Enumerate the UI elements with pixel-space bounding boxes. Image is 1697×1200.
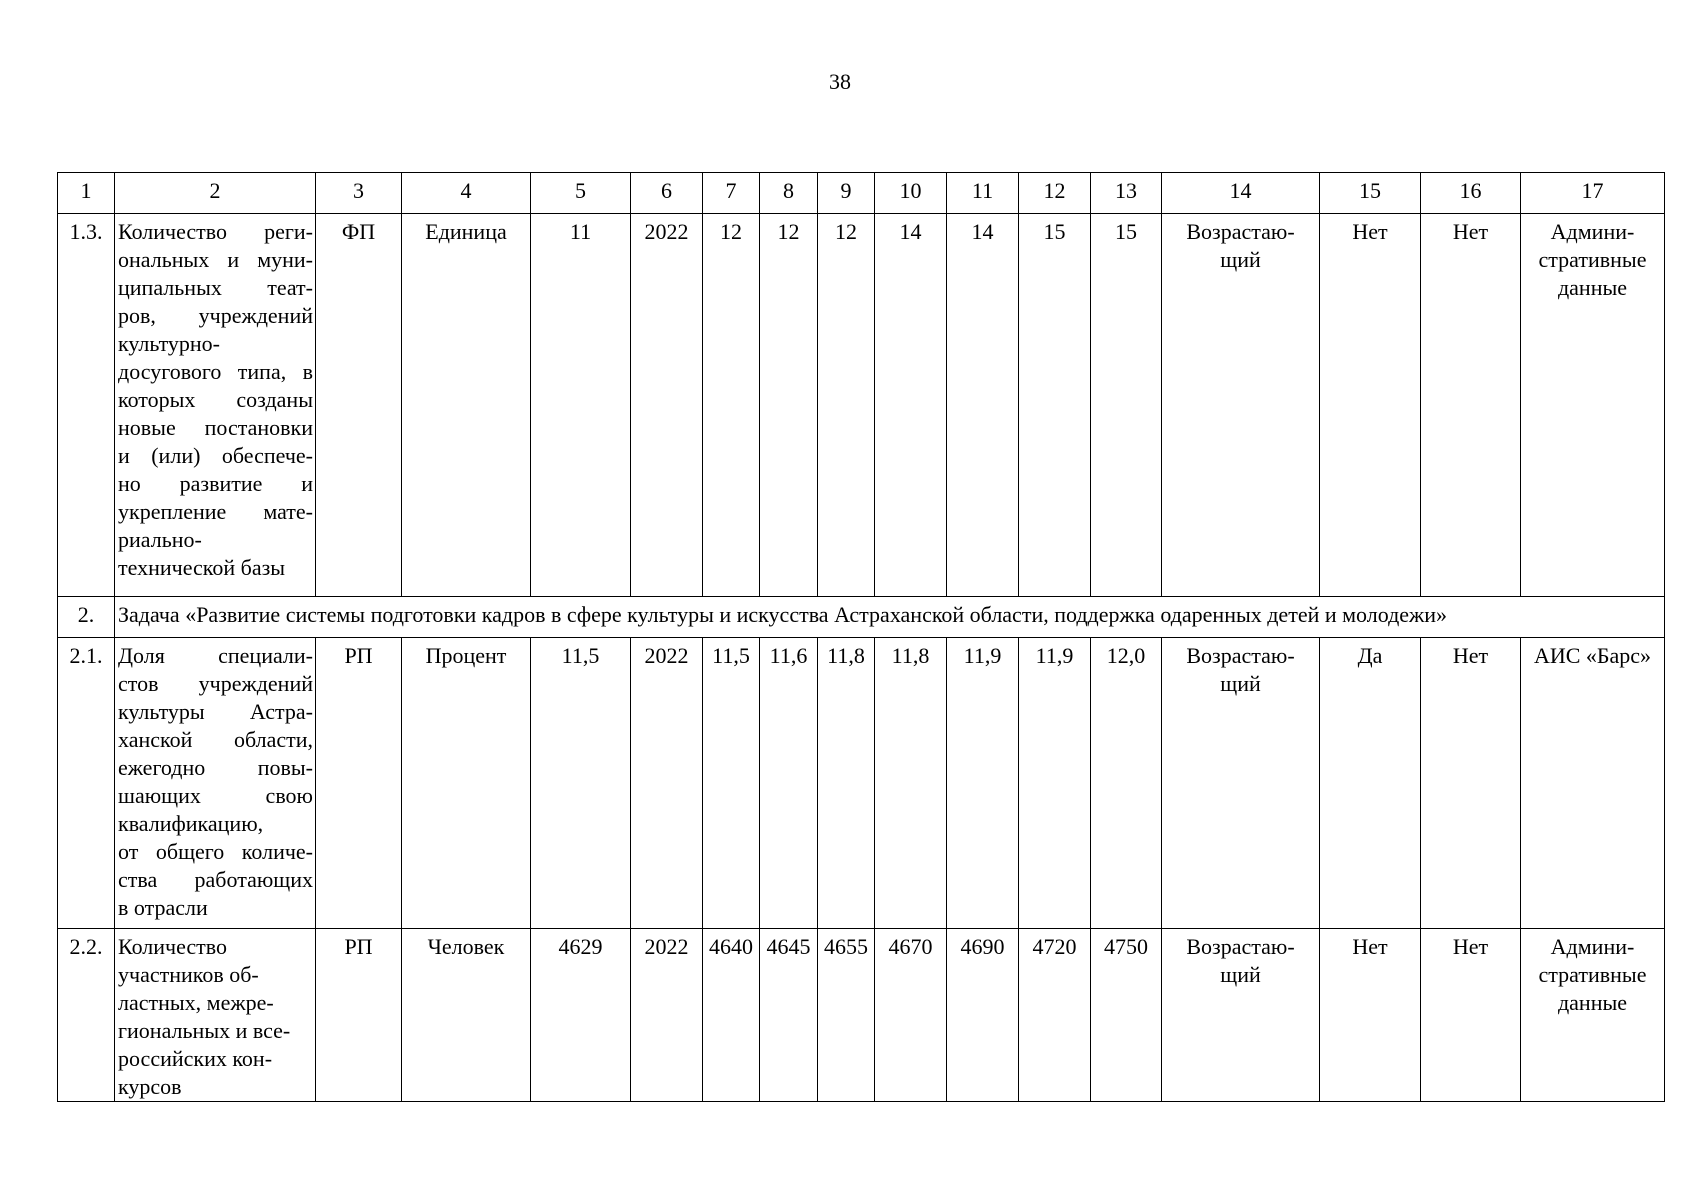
header-cell: 17 [1521, 173, 1665, 214]
trend-line: Возрастаю- [1186, 934, 1295, 959]
source-line: Админи- [1550, 934, 1635, 959]
value-cell: 4645 [760, 929, 818, 1102]
task-text: Задача «Развитие системы подготовки кадров в сфере культуры и искусства Астраханской области, поддержка одаренных детей и молодежи» [115, 597, 1665, 638]
name-line: гиональных и все- [118, 1018, 291, 1043]
value-cell: 11,6 [760, 638, 818, 929]
level-cell: ФП [316, 214, 402, 597]
value-cell: 15 [1091, 214, 1162, 597]
indicator-name [115, 214, 316, 597]
name-line: досугового типа, в [118, 359, 313, 384]
name-line: ональных и муни- [118, 247, 313, 272]
value-cell: 11,5 [703, 638, 760, 929]
name-line: стов учреждений [118, 671, 313, 696]
name-line: новые постановки [118, 415, 313, 440]
value-cell: 4640 [703, 929, 760, 1102]
value-cell: 12 [703, 214, 760, 597]
name-line: от общего количе- [118, 839, 313, 864]
name-line: технической базы [118, 555, 286, 580]
col16-cell: Нет [1421, 214, 1521, 597]
name-line: и (или) обеспече- [118, 443, 313, 468]
name-line: Доля специали- [118, 643, 313, 668]
unit-cell: Единица [402, 214, 531, 597]
value-cell: 4670 [875, 929, 947, 1102]
header-cell: 4 [402, 173, 531, 214]
row-number: 1.3. [58, 214, 115, 597]
name-line: Количество [118, 934, 228, 959]
name-line: культуры Астра- [118, 699, 313, 724]
name-line: Количество реги- [118, 219, 313, 244]
name-line: ципальных теат- [118, 275, 313, 300]
name-line: участников об- [118, 962, 259, 987]
table-row [58, 638, 1665, 929]
col15-cell: Нет [1320, 929, 1421, 1102]
value-cell: 4655 [818, 929, 875, 1102]
source-line: стративные [1538, 962, 1647, 987]
header-cell: 3 [316, 173, 402, 214]
task-row [58, 597, 1665, 638]
source-line: данные [1557, 275, 1628, 300]
header-cell: 7 [703, 173, 760, 214]
name-line: ров, учреждений [118, 303, 313, 328]
indicator-name [115, 638, 316, 929]
source-line: Админи- [1550, 219, 1635, 244]
name-line: курсов [118, 1074, 182, 1099]
base-value-cell: 11 [531, 214, 631, 597]
header-cell: 6 [631, 173, 703, 214]
value-cell: 15 [1019, 214, 1091, 597]
header-cell: 15 [1320, 173, 1421, 214]
trend-line: щий [1220, 962, 1261, 987]
header-cell: 13 [1091, 173, 1162, 214]
trend-cell [1162, 638, 1320, 929]
name-line: ежегодно повы- [118, 755, 313, 780]
header-cell: 11 [947, 173, 1019, 214]
trend-cell [1162, 929, 1320, 1102]
source-cell [1521, 214, 1665, 597]
trend-cell [1162, 214, 1320, 597]
header-row [58, 173, 1665, 214]
level-cell: РП [316, 638, 402, 929]
col16-cell: Нет [1421, 929, 1521, 1102]
value-cell: 4750 [1091, 929, 1162, 1102]
source-line: стративные [1538, 247, 1647, 272]
source-line: данные [1557, 990, 1628, 1015]
col15-cell: Да [1320, 638, 1421, 929]
header-cell: 12 [1019, 173, 1091, 214]
table-row [58, 929, 1665, 1102]
name-line: квалификацию, [118, 811, 264, 836]
value-cell: 14 [875, 214, 947, 597]
indicators-table [57, 172, 1665, 1102]
name-line: ханской области, [118, 727, 313, 752]
task-number: 2. [58, 597, 115, 638]
name-line: ластных, межре- [118, 990, 274, 1015]
indicator-name [115, 929, 316, 1102]
name-line: ства работающих [118, 867, 313, 892]
source-line: АИС «Барс» [1533, 643, 1652, 668]
header-cell: 2 [115, 173, 316, 214]
page-number: 38 [829, 69, 851, 94]
base-year-cell: 2022 [631, 638, 703, 929]
base-value-cell: 11,5 [531, 638, 631, 929]
value-cell: 11,8 [875, 638, 947, 929]
name-line: укрепление мате- [118, 499, 313, 524]
trend-line: щий [1220, 671, 1261, 696]
value-cell: 12 [760, 214, 818, 597]
header-cell: 1 [58, 173, 115, 214]
name-line: в отрасли [118, 895, 208, 920]
row-number: 2.1. [58, 638, 115, 929]
base-year-cell: 2022 [631, 214, 703, 597]
header-cell: 9 [818, 173, 875, 214]
col15-cell: Нет [1320, 214, 1421, 597]
header-cell: 5 [531, 173, 631, 214]
value-cell: 4690 [947, 929, 1019, 1102]
name-line: российских кон- [118, 1046, 273, 1071]
value-cell: 12 [818, 214, 875, 597]
value-cell: 11,9 [1019, 638, 1091, 929]
name-line: шающих свою [118, 783, 313, 808]
unit-cell: Процент [402, 638, 531, 929]
header-cell: 16 [1421, 173, 1521, 214]
name-line: которых созданы [118, 387, 313, 412]
header-cell: 8 [760, 173, 818, 214]
trend-line: щий [1220, 247, 1261, 272]
base-value-cell: 4629 [531, 929, 631, 1102]
col16-cell: Нет [1421, 638, 1521, 929]
value-cell: 12,0 [1091, 638, 1162, 929]
row-number: 2.2. [58, 929, 115, 1102]
value-cell: 11,8 [818, 638, 875, 929]
name-line: риально- [118, 527, 202, 552]
header-cell: 10 [875, 173, 947, 214]
unit-cell: Человек [402, 929, 531, 1102]
name-line: культурно- [118, 331, 221, 356]
header-cell: 14 [1162, 173, 1320, 214]
value-cell: 4720 [1019, 929, 1091, 1102]
value-cell: 11,9 [947, 638, 1019, 929]
trend-line: Возрастаю- [1186, 219, 1295, 244]
trend-line: Возрастаю- [1186, 643, 1295, 668]
source-cell [1521, 929, 1665, 1102]
name-line: но развитие и [118, 471, 313, 496]
table-row [58, 214, 1665, 597]
level-cell: РП [316, 929, 402, 1102]
base-year-cell: 2022 [631, 929, 703, 1102]
source-cell [1521, 638, 1665, 929]
value-cell: 14 [947, 214, 1019, 597]
